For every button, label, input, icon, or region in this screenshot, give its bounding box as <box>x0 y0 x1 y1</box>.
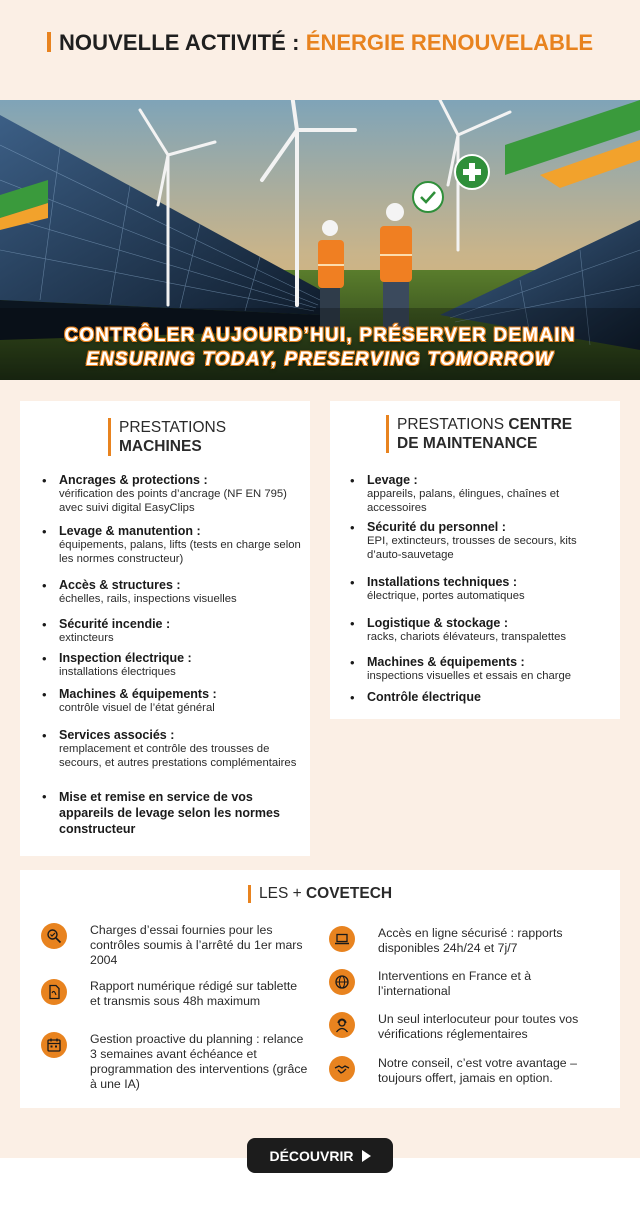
list-item: • Ancrages & protections : vérification des points d’ancrage (NF EN 795) avec suivi digital EasyClips <box>39 473 301 524</box>
safety-first-badge <box>455 155 489 189</box>
centre-title-bold-1: CENTRE <box>508 416 573 433</box>
page-header <box>0 30 640 56</box>
centre-title-light: PRESTATIONS <box>397 416 509 433</box>
calendar-icon <box>41 1032 67 1058</box>
list-item: • Inspection électrique : installations électriques <box>39 651 301 687</box>
globe-icon <box>329 969 355 995</box>
list-item: • Installations techniques : électrique, portes automatiques <box>347 575 613 616</box>
advantages-title-light: LES + <box>259 885 306 902</box>
header-title-dark: NOUVELLE ACTIVITÉ : <box>58 30 306 55</box>
centre-title-bold-2: DE MAINTENANCE <box>397 435 538 452</box>
list-item: • Machines & équipements : inspections visuelles et essais en charge <box>347 655 613 690</box>
hero-banner <box>0 100 640 380</box>
hero-tagline-en: ENSURING TODAY, PRESERVING TOMORROW <box>86 349 554 370</box>
covetech-advantages-card <box>20 870 620 1108</box>
support-agent-icon <box>329 1012 355 1038</box>
maintenance-centre-card <box>330 401 620 719</box>
list-item: • Accès & structures : échelles, rails, inspections visuelles <box>39 578 301 617</box>
machines-title-light: PRESTATIONS <box>119 419 227 436</box>
handshake-icon <box>329 1056 355 1082</box>
advantage-text: Notre conseil, c’est votre avantage – toujours offert, jamais en option. <box>378 1056 577 1085</box>
hero-tagline-fr: CONTRÔLER AUJOURD’HUI, PRÉSERVER DEMAIN <box>64 325 576 346</box>
machines-title-bold: MACHINES <box>119 438 202 455</box>
centre-card-title <box>386 415 572 453</box>
advantage-text: Gestion proactive du planning : relance 3 semaines avant échéance et programmation des interventions (grâce à une IA) <box>90 1032 308 1091</box>
list-item: • Services associés : remplacement et contrôle des trousses de secours, et autres prestations complémentaires <box>39 728 301 789</box>
advantage-text: Accès en ligne sécurisé : rapports disponibles 24h/24 et 7j/7 <box>378 926 563 955</box>
list-item: • Machines & équipements : contrôle visuel de l’état général <box>39 687 301 728</box>
list-item: • Mise et remise en service de vos appareils de levage selon les normes constructeur <box>39 789 301 837</box>
list-item: • Logistique & stockage : racks, chariots élévateurs, transpalettes <box>347 616 613 655</box>
header-title-accent: ÉNERGIE RENOUVELABLE <box>305 30 594 55</box>
advantages-title-bold: COVETECH <box>305 885 393 902</box>
list-item: • Levage : appareils, palans, élingues, chaînes et accessoires <box>347 473 613 520</box>
magnifier-check-icon <box>41 923 67 949</box>
machines-services-card <box>20 401 310 856</box>
advantage-text: Interventions en France et à l’international <box>378 969 532 998</box>
list-item: • Sécurité du personnel : EPI, extincteurs, trousses de secours, kits d’auto-sauvetage <box>347 520 613 575</box>
pdf-report-icon <box>41 979 67 1005</box>
advantage-text: Un seul interlocuteur pour toutes vos vérifications réglementaires <box>378 1012 579 1041</box>
laptop-icon <box>329 926 355 952</box>
machines-service-list <box>39 473 301 837</box>
advantages-card-title <box>248 885 392 903</box>
advantage-text: Charges d’essai fournies pour les contrôles soumis à l’arrêté du 1er mars 2004 <box>90 923 303 967</box>
play-arrow-icon <box>362 1150 371 1162</box>
list-item: • Levage & manutention : équipements, palans, lifts (tests en charge selon les normes constructeur) <box>39 524 301 578</box>
discover-button-label: DÉCOUVRIR <box>269 1147 354 1164</box>
list-item: • Sécurité incendie : extincteurs <box>39 617 301 651</box>
certified-badge <box>413 182 443 212</box>
discover-button[interactable] <box>247 1138 393 1173</box>
list-item: • Contrôle électrique <box>347 690 613 705</box>
machines-card-title <box>108 418 226 456</box>
advantage-text: Rapport numérique rédigé sur tablette et transmis sous 48h maximum <box>90 979 298 1008</box>
centre-service-list <box>347 473 613 705</box>
header-accent-bar <box>47 32 51 52</box>
